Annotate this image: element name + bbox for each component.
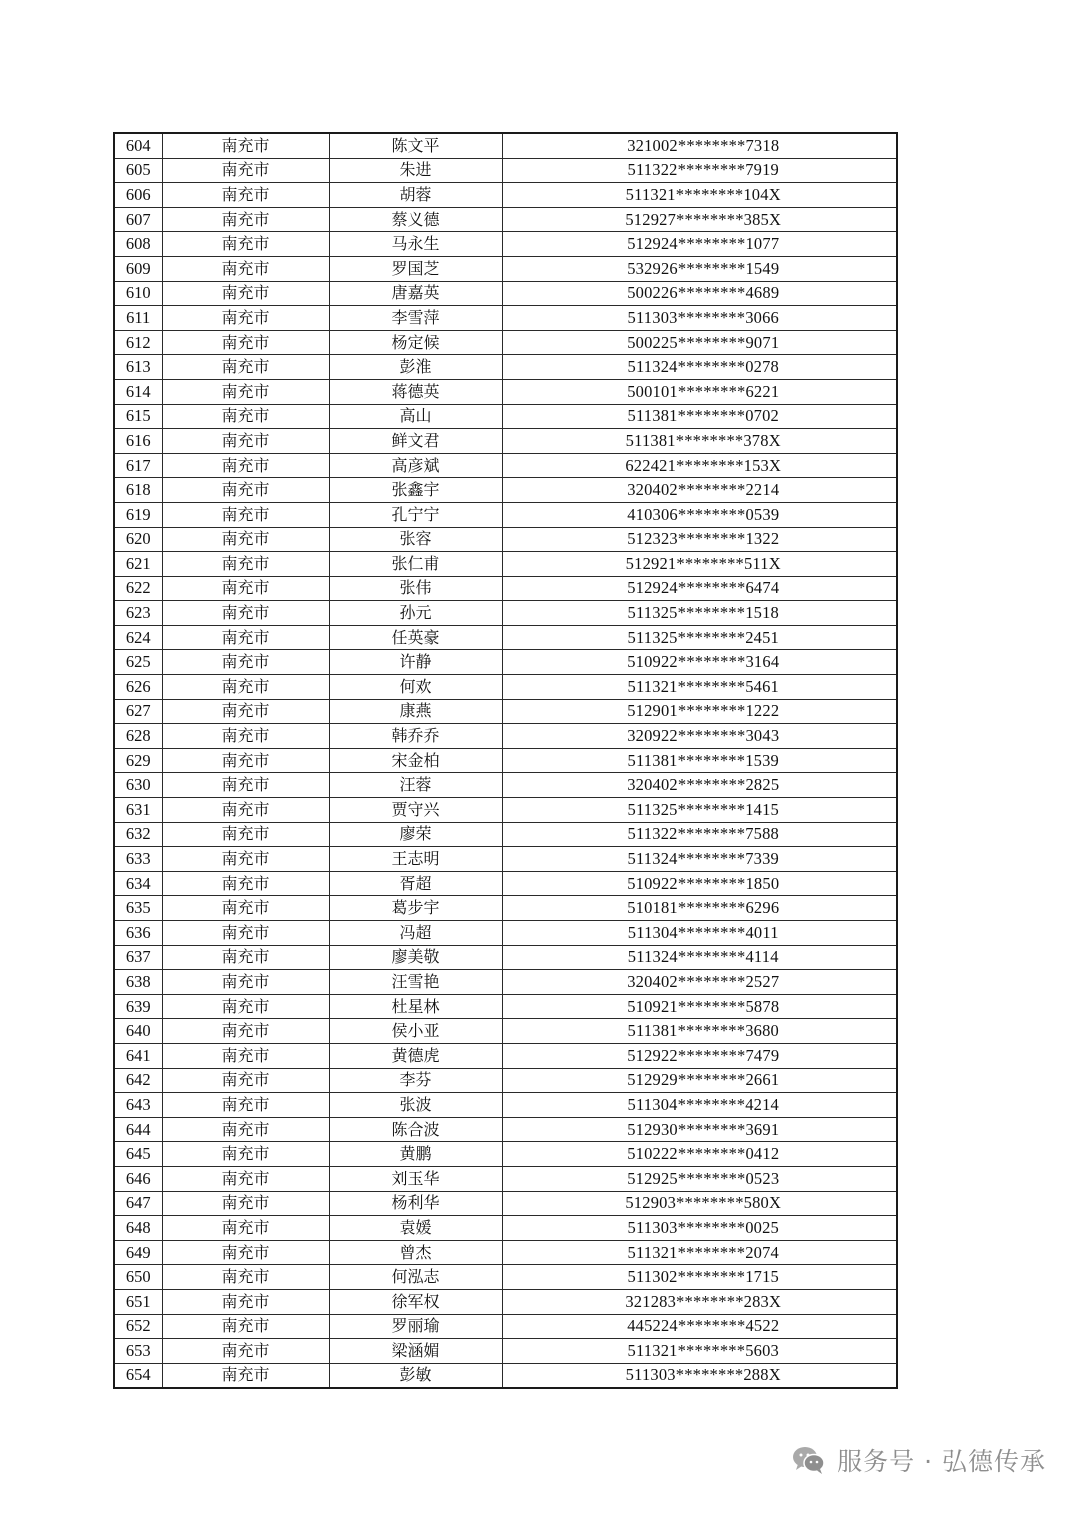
city-cell: 南充市 [162, 1363, 329, 1388]
table-row [114, 896, 897, 921]
city-cell: 南充市 [162, 921, 329, 946]
table-row [114, 1191, 897, 1216]
table-row [114, 1043, 897, 1068]
id-number-cell: 510922********3164 [502, 650, 897, 675]
city-cell: 南充市 [162, 601, 329, 626]
table-row [114, 675, 897, 700]
table-row [114, 576, 897, 601]
row-number: 628 [114, 724, 162, 749]
id-number-cell: 511325********1518 [502, 601, 897, 626]
roster-table [113, 132, 898, 1389]
row-number: 608 [114, 232, 162, 257]
row-number: 604 [114, 133, 162, 158]
table-row [114, 502, 897, 527]
city-cell: 南充市 [162, 1068, 329, 1093]
row-number: 630 [114, 773, 162, 798]
table-row [114, 379, 897, 404]
row-number: 629 [114, 748, 162, 773]
city-cell: 南充市 [162, 207, 329, 232]
row-number: 615 [114, 404, 162, 429]
table-row [114, 994, 897, 1019]
name-cell: 葛步宇 [329, 896, 502, 921]
name-cell: 陈合波 [329, 1117, 502, 1142]
id-number-cell: 511304********4011 [502, 921, 897, 946]
city-cell: 南充市 [162, 847, 329, 872]
name-cell: 孔宁宁 [329, 502, 502, 527]
city-cell: 南充市 [162, 1093, 329, 1118]
row-number: 616 [114, 429, 162, 454]
city-cell: 南充市 [162, 798, 329, 823]
city-cell: 南充市 [162, 1142, 329, 1167]
name-cell: 冯超 [329, 921, 502, 946]
table-row [114, 724, 897, 749]
table-row [114, 1363, 897, 1388]
id-number-cell: 511381********378X [502, 429, 897, 454]
row-number: 622 [114, 576, 162, 601]
table-row [114, 1240, 897, 1265]
row-number: 620 [114, 527, 162, 552]
id-number-cell: 511324********4114 [502, 945, 897, 970]
id-number-cell: 532926********1549 [502, 256, 897, 281]
row-number: 607 [114, 207, 162, 232]
table-row [114, 207, 897, 232]
city-cell: 南充市 [162, 502, 329, 527]
name-cell: 陈文平 [329, 133, 502, 158]
city-cell: 南充市 [162, 1289, 329, 1314]
name-cell: 张仁甫 [329, 552, 502, 577]
table-row [114, 970, 897, 995]
name-cell: 何欢 [329, 675, 502, 700]
city-cell: 南充市 [162, 355, 329, 380]
city-cell: 南充市 [162, 625, 329, 650]
id-number-cell: 511321********104X [502, 183, 897, 208]
city-cell: 南充市 [162, 871, 329, 896]
name-cell: 康燕 [329, 699, 502, 724]
id-number-cell: 445224********4522 [502, 1314, 897, 1339]
row-number: 613 [114, 355, 162, 380]
row-number: 635 [114, 896, 162, 921]
city-cell: 南充市 [162, 1117, 329, 1142]
id-number-cell: 320922********3043 [502, 724, 897, 749]
city-cell: 南充市 [162, 699, 329, 724]
city-cell: 南充市 [162, 1166, 329, 1191]
table-row [114, 1117, 897, 1142]
row-number: 649 [114, 1240, 162, 1265]
name-cell: 蔡义德 [329, 207, 502, 232]
table-row [114, 945, 897, 970]
city-cell: 南充市 [162, 158, 329, 183]
name-cell: 杨利华 [329, 1191, 502, 1216]
table-row [114, 699, 897, 724]
id-number-cell: 512927********385X [502, 207, 897, 232]
row-number: 610 [114, 281, 162, 306]
id-number-cell: 511324********0278 [502, 355, 897, 380]
city-cell: 南充市 [162, 1314, 329, 1339]
table-row [114, 1093, 897, 1118]
id-number-cell: 511321********5603 [502, 1339, 897, 1364]
name-cell: 宋金柏 [329, 748, 502, 773]
row-number: 609 [114, 256, 162, 281]
name-cell: 高山 [329, 404, 502, 429]
id-number-cell: 511325********1415 [502, 798, 897, 823]
table-row [114, 183, 897, 208]
table-row [114, 601, 897, 626]
name-cell: 张伟 [329, 576, 502, 601]
id-number-cell: 510922********1850 [502, 871, 897, 896]
table-row [114, 256, 897, 281]
name-cell: 曾杰 [329, 1240, 502, 1265]
id-number-cell: 510921********5878 [502, 994, 897, 1019]
id-number-cell: 511303********0025 [502, 1216, 897, 1241]
table-row [114, 773, 897, 798]
name-cell: 许静 [329, 650, 502, 675]
id-number-cell: 512903********580X [502, 1191, 897, 1216]
row-number: 644 [114, 1117, 162, 1142]
city-cell: 南充市 [162, 650, 329, 675]
table-row [114, 1265, 897, 1290]
city-cell: 南充市 [162, 1265, 329, 1290]
id-number-cell: 622421********153X [502, 453, 897, 478]
row-number: 606 [114, 183, 162, 208]
watermark-text: 服务号 · 弘德传承 [837, 1447, 1046, 1476]
row-number: 627 [114, 699, 162, 724]
table-row [114, 1339, 897, 1364]
id-number-cell: 320402********2214 [502, 478, 897, 503]
city-cell: 南充市 [162, 896, 329, 921]
table-row [114, 429, 897, 454]
name-cell: 廖荣 [329, 822, 502, 847]
city-cell: 南充市 [162, 379, 329, 404]
table-row [114, 921, 897, 946]
name-cell: 韩乔乔 [329, 724, 502, 749]
name-cell: 汪蓉 [329, 773, 502, 798]
id-number-cell: 320402********2527 [502, 970, 897, 995]
table-row [114, 527, 897, 552]
city-cell: 南充市 [162, 478, 329, 503]
name-cell: 侯小亚 [329, 1019, 502, 1044]
name-cell: 杨定候 [329, 330, 502, 355]
name-cell: 徐军权 [329, 1289, 502, 1314]
id-number-cell: 512924********6474 [502, 576, 897, 601]
city-cell: 南充市 [162, 576, 329, 601]
table-row [114, 748, 897, 773]
name-cell: 罗国芝 [329, 256, 502, 281]
city-cell: 南充市 [162, 330, 329, 355]
city-cell: 南充市 [162, 281, 329, 306]
id-number-cell: 511303********288X [502, 1363, 897, 1388]
row-number: 617 [114, 453, 162, 478]
id-number-cell: 510181********6296 [502, 896, 897, 921]
name-cell: 李芬 [329, 1068, 502, 1093]
name-cell: 张容 [329, 527, 502, 552]
table-row [114, 478, 897, 503]
row-number: 625 [114, 650, 162, 675]
name-cell: 马永生 [329, 232, 502, 257]
city-cell: 南充市 [162, 1043, 329, 1068]
table-row [114, 133, 897, 158]
table-row [114, 871, 897, 896]
city-cell: 南充市 [162, 306, 329, 331]
row-number: 623 [114, 601, 162, 626]
id-number-cell: 512930********3691 [502, 1117, 897, 1142]
row-number: 647 [114, 1191, 162, 1216]
row-number: 618 [114, 478, 162, 503]
city-cell: 南充市 [162, 1216, 329, 1241]
id-number-cell: 511304********4214 [502, 1093, 897, 1118]
row-number: 605 [114, 158, 162, 183]
id-number-cell: 510222********0412 [502, 1142, 897, 1167]
table-row [114, 281, 897, 306]
name-cell: 任英豪 [329, 625, 502, 650]
id-number-cell: 512924********1077 [502, 232, 897, 257]
id-number-cell: 511381********0702 [502, 404, 897, 429]
table-row [114, 453, 897, 478]
id-number-cell: 511322********7919 [502, 158, 897, 183]
name-cell: 鲜文君 [329, 429, 502, 454]
id-number-cell: 511302********1715 [502, 1265, 897, 1290]
row-number: 639 [114, 994, 162, 1019]
city-cell: 南充市 [162, 675, 329, 700]
wechat-icon [791, 1444, 827, 1476]
id-number-cell: 511381********3680 [502, 1019, 897, 1044]
city-cell: 南充市 [162, 429, 329, 454]
row-number: 632 [114, 822, 162, 847]
watermark [791, 1442, 1046, 1478]
table-row [114, 355, 897, 380]
id-number-cell: 512901********1222 [502, 699, 897, 724]
id-number-cell: 511325********2451 [502, 625, 897, 650]
id-number-cell: 512922********7479 [502, 1043, 897, 1068]
row-number: 642 [114, 1068, 162, 1093]
name-cell: 何泓志 [329, 1265, 502, 1290]
row-number: 643 [114, 1093, 162, 1118]
city-cell: 南充市 [162, 404, 329, 429]
name-cell: 张鑫宇 [329, 478, 502, 503]
name-cell: 张波 [329, 1093, 502, 1118]
name-cell: 廖美敬 [329, 945, 502, 970]
name-cell: 孙元 [329, 601, 502, 626]
id-number-cell: 512925********0523 [502, 1166, 897, 1191]
table-row [114, 1068, 897, 1093]
row-number: 612 [114, 330, 162, 355]
table-row [114, 625, 897, 650]
row-number: 653 [114, 1339, 162, 1364]
id-number-cell: 512929********2661 [502, 1068, 897, 1093]
row-number: 650 [114, 1265, 162, 1290]
id-number-cell: 511324********7339 [502, 847, 897, 872]
table-row [114, 822, 897, 847]
name-cell: 胡蓉 [329, 183, 502, 208]
row-number: 631 [114, 798, 162, 823]
row-number: 626 [114, 675, 162, 700]
city-cell: 南充市 [162, 256, 329, 281]
name-cell: 朱进 [329, 158, 502, 183]
row-number: 637 [114, 945, 162, 970]
id-number-cell: 321283********283X [502, 1289, 897, 1314]
table-row [114, 1289, 897, 1314]
row-number: 611 [114, 306, 162, 331]
name-cell: 唐嘉英 [329, 281, 502, 306]
name-cell: 贾守兴 [329, 798, 502, 823]
table-row [114, 1166, 897, 1191]
table-row [114, 847, 897, 872]
id-number-cell: 321002********7318 [502, 133, 897, 158]
row-number: 641 [114, 1043, 162, 1068]
name-cell: 刘玉华 [329, 1166, 502, 1191]
name-cell: 高彦斌 [329, 453, 502, 478]
id-number-cell: 511381********1539 [502, 748, 897, 773]
table-row [114, 1142, 897, 1167]
name-cell: 罗丽瑜 [329, 1314, 502, 1339]
name-cell: 彭淮 [329, 355, 502, 380]
id-number-cell: 511321********5461 [502, 675, 897, 700]
name-cell: 王志明 [329, 847, 502, 872]
city-cell: 南充市 [162, 527, 329, 552]
row-number: 638 [114, 970, 162, 995]
table-row [114, 158, 897, 183]
city-cell: 南充市 [162, 183, 329, 208]
city-cell: 南充市 [162, 1019, 329, 1044]
table-row [114, 232, 897, 257]
row-number: 646 [114, 1166, 162, 1191]
name-cell: 杜星林 [329, 994, 502, 1019]
id-number-cell: 512921********511X [502, 552, 897, 577]
row-number: 624 [114, 625, 162, 650]
name-cell: 蒋德英 [329, 379, 502, 404]
city-cell: 南充市 [162, 773, 329, 798]
row-number: 645 [114, 1142, 162, 1167]
table-row [114, 1314, 897, 1339]
table-row [114, 306, 897, 331]
id-number-cell: 511321********2074 [502, 1240, 897, 1265]
table-row [114, 650, 897, 675]
id-number-cell: 410306********0539 [502, 502, 897, 527]
city-cell: 南充市 [162, 994, 329, 1019]
row-number: 648 [114, 1216, 162, 1241]
table-row [114, 798, 897, 823]
name-cell: 袁媛 [329, 1216, 502, 1241]
row-number: 614 [114, 379, 162, 404]
id-number-cell: 500225********9071 [502, 330, 897, 355]
id-number-cell: 500101********6221 [502, 379, 897, 404]
city-cell: 南充市 [162, 453, 329, 478]
name-cell: 彭敏 [329, 1363, 502, 1388]
city-cell: 南充市 [162, 724, 329, 749]
table-row [114, 1216, 897, 1241]
table-row [114, 404, 897, 429]
row-number: 619 [114, 502, 162, 527]
table-row [114, 1019, 897, 1044]
name-cell: 梁涵媚 [329, 1339, 502, 1364]
id-number-cell: 320402********2825 [502, 773, 897, 798]
city-cell: 南充市 [162, 232, 329, 257]
row-number: 640 [114, 1019, 162, 1044]
city-cell: 南充市 [162, 1191, 329, 1216]
city-cell: 南充市 [162, 970, 329, 995]
table-row [114, 552, 897, 577]
id-number-cell: 512323********1322 [502, 527, 897, 552]
city-cell: 南充市 [162, 945, 329, 970]
row-number: 634 [114, 871, 162, 896]
id-number-cell: 500226********4689 [502, 281, 897, 306]
id-number-cell: 511322********7588 [502, 822, 897, 847]
id-number-cell: 511303********3066 [502, 306, 897, 331]
row-number: 636 [114, 921, 162, 946]
roster-body [114, 133, 897, 1388]
city-cell: 南充市 [162, 748, 329, 773]
city-cell: 南充市 [162, 1240, 329, 1265]
city-cell: 南充市 [162, 822, 329, 847]
name-cell: 汪雪艳 [329, 970, 502, 995]
name-cell: 黄鹏 [329, 1142, 502, 1167]
row-number: 621 [114, 552, 162, 577]
name-cell: 胥超 [329, 871, 502, 896]
row-number: 651 [114, 1289, 162, 1314]
city-cell: 南充市 [162, 552, 329, 577]
row-number: 654 [114, 1363, 162, 1388]
row-number: 652 [114, 1314, 162, 1339]
name-cell: 黄德虎 [329, 1043, 502, 1068]
table-row [114, 330, 897, 355]
name-cell: 李雪萍 [329, 306, 502, 331]
city-cell: 南充市 [162, 1339, 329, 1364]
city-cell: 南充市 [162, 133, 329, 158]
row-number: 633 [114, 847, 162, 872]
